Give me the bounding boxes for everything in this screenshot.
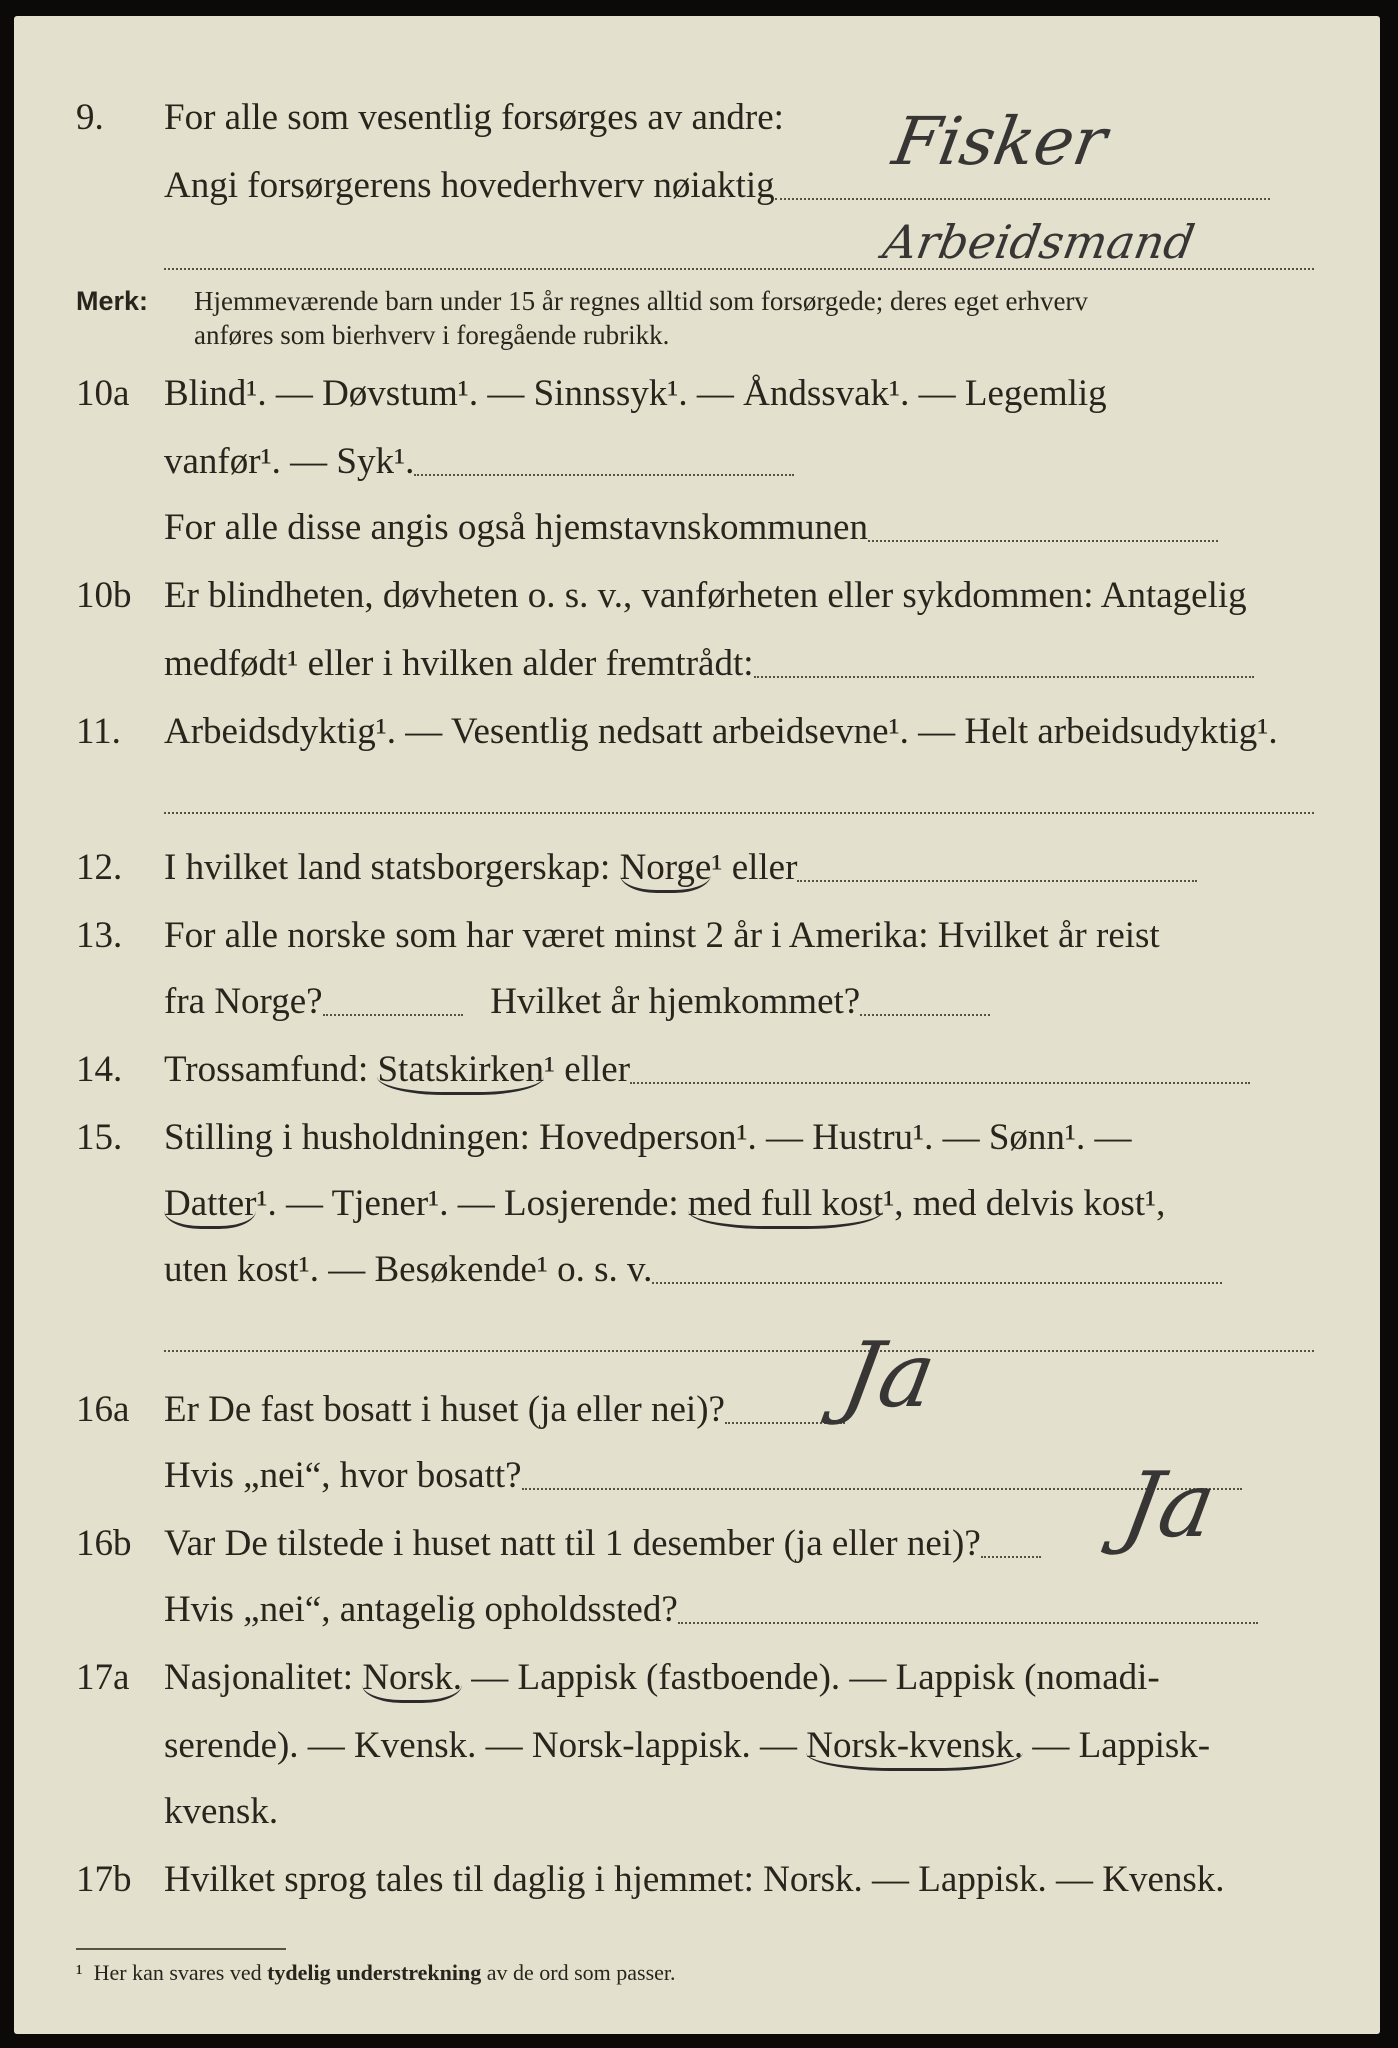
note-label: Merk:: [76, 286, 149, 316]
question-text: I hvilket land statsborgerskap:: [164, 847, 611, 888]
answer-line[interactable]: [775, 178, 1270, 200]
answer-line[interactable]: [414, 454, 794, 476]
question-number: 17b: [76, 1859, 132, 1900]
answer-line[interactable]: [797, 860, 1197, 882]
question-number: 10b: [76, 575, 132, 616]
underlined-answer: Statskirken: [377, 1049, 543, 1095]
answer-line[interactable]: [860, 994, 990, 1016]
underlined-answer: Norge: [620, 847, 712, 893]
question-text: Angi forsørgerens hovederhverv nøiaktig: [164, 165, 775, 206]
question-number: 16b: [76, 1523, 132, 1564]
question-text: Blind¹. — Døvstum¹. — Sinnssyk¹. — Åndssvak¹. — Legemlig: [164, 373, 1107, 414]
answer-line[interactable]: [630, 1062, 1250, 1084]
question-number: 9.: [76, 97, 104, 138]
handwritten-answer-occupation: Fisker: [887, 103, 1113, 180]
question-text: Hvilket sprog tales til daglig i hjemmet: Norsk. — Lappisk. — Kvensk.: [164, 1859, 1225, 1900]
handwritten-answer-yes: Ja: [834, 1323, 944, 1428]
handwritten-answer-yes: Ja: [1114, 1453, 1224, 1558]
footnote-rule: [76, 1948, 286, 1950]
answer-line[interactable]: [323, 994, 463, 1016]
answer-line[interactable]: [164, 1330, 1314, 1352]
question-text: vanfør¹. — Syk¹.: [164, 441, 415, 482]
question-number: 14.: [76, 1049, 123, 1090]
answer-line[interactable]: [981, 1536, 1041, 1558]
underlined-answer: Norsk.: [362, 1657, 462, 1703]
census-form-page: 9. For alle som vesentlig forsørges av andre: Angi forsørgerens hovederhverv nøiaktig Fisker Arbeidsmand Merk: Hjemmeværende barn under 15 år regnes alltid som forsørgede; deres eget erhverv anføres som bierhverv i foregående rubrikk. 10a Blind¹. — Døvstum¹. — Sinnssyk¹. — Åndssvak¹. — Legemlig vanfør¹. — Syk¹. For alle disse angis også hjemstavnskommunen 10b Er blindheten, døvheten o. s. v., vanførheten eller sykdommen: Antagelig medfødt¹ eller i hvilken alder fremtrådt: 11. Arbeidsdyktig¹. — Vesentlig nedsatt arbeidsevne¹. — Helt arbeidsudyktig¹. 12. I hvilket land statsborgerskap: Norge¹ eller 13. For alle norske som har været minst 2 år i Amerika: Hvilket år reist fra Norge? Hvilket år hjemkommet? 14. Trossamfund: Statskirken¹ eller 15. Stilling i husholdningen: Hovedperson¹. — Hustru¹. — Sønn¹. — Datter¹. — Tjener¹. — Losjerende: med full kost¹, med delvis kost¹, uten kost¹. — Besøkende¹ o. s. v. 16a Er De fast bosatt i huset (ja eller nei)? Ja Hvis „nei“, hvor bosatt? 16b Var De tilstede i huset natt til 1 desember (ja eller nei)? Ja Hvis „nei“, antagelig opholdssted? 17a Nasjonalitet: Norsk. — Lappisk (fastboende). — Lappisk (nomadi- serende). — Kvensk. — Norsk-lappisk. — Norsk-kvensk. — Lappisk- kvensk. 17b Hvilket sprog tales til daglig i hjemmet: Norsk. — Lappisk. — Kvensk. ¹ Her kan svares ved tydelig understrekning av de ord som passer.: [14, 16, 1380, 2034]
answer-line[interactable]: [868, 520, 1218, 542]
handwritten-answer-occupation-2: Arbeidsmand: [879, 215, 1199, 269]
answer-line[interactable]: [725, 1402, 845, 1424]
question-text: For alle disse angis også hjemstavnskommunen: [164, 507, 868, 548]
question-text: For alle norske som har været minst 2 år i Amerika: Hvilket år reist: [164, 915, 1160, 956]
question-number: 10a: [76, 373, 130, 414]
answer-line[interactable]: [164, 792, 1314, 814]
question-text: For alle som vesentlig forsørges av andre:: [164, 97, 784, 138]
answer-line[interactable]: [678, 1602, 1258, 1624]
question-text: Arbeidsdyktig¹. — Vesentlig nedsatt arbeidsevne¹. — Helt arbeidsudyktig¹.: [164, 711, 1278, 752]
question-number: 13.: [76, 915, 123, 956]
underlined-answer: Norsk-kvensk.: [806, 1725, 1023, 1771]
question-number: 12.: [76, 847, 123, 888]
underlined-answer: Datter: [164, 1183, 256, 1229]
footnote: ¹ Her kan svares ved tydelig understrekning av de ord som passer.: [76, 1960, 676, 1985]
question-number: 17a: [76, 1657, 130, 1698]
question-number: 16a: [76, 1389, 130, 1430]
question-number: 15.: [76, 1117, 123, 1158]
question-number: 11.: [76, 711, 121, 752]
question-text: medfødt¹ eller i hvilken alder fremtrådt:: [164, 643, 754, 684]
question-text: Stilling i husholdningen: Hovedperson¹. — Hustru¹. — Sønn¹. —: [164, 1117, 1132, 1158]
answer-line[interactable]: [652, 1262, 1222, 1284]
underlined-answer: med full kost: [688, 1183, 883, 1229]
question-text: Er blindheten, døvheten o. s. v., vanførheten eller sykdommen: Antagelig: [164, 575, 1247, 616]
answer-line[interactable]: [754, 656, 1254, 678]
